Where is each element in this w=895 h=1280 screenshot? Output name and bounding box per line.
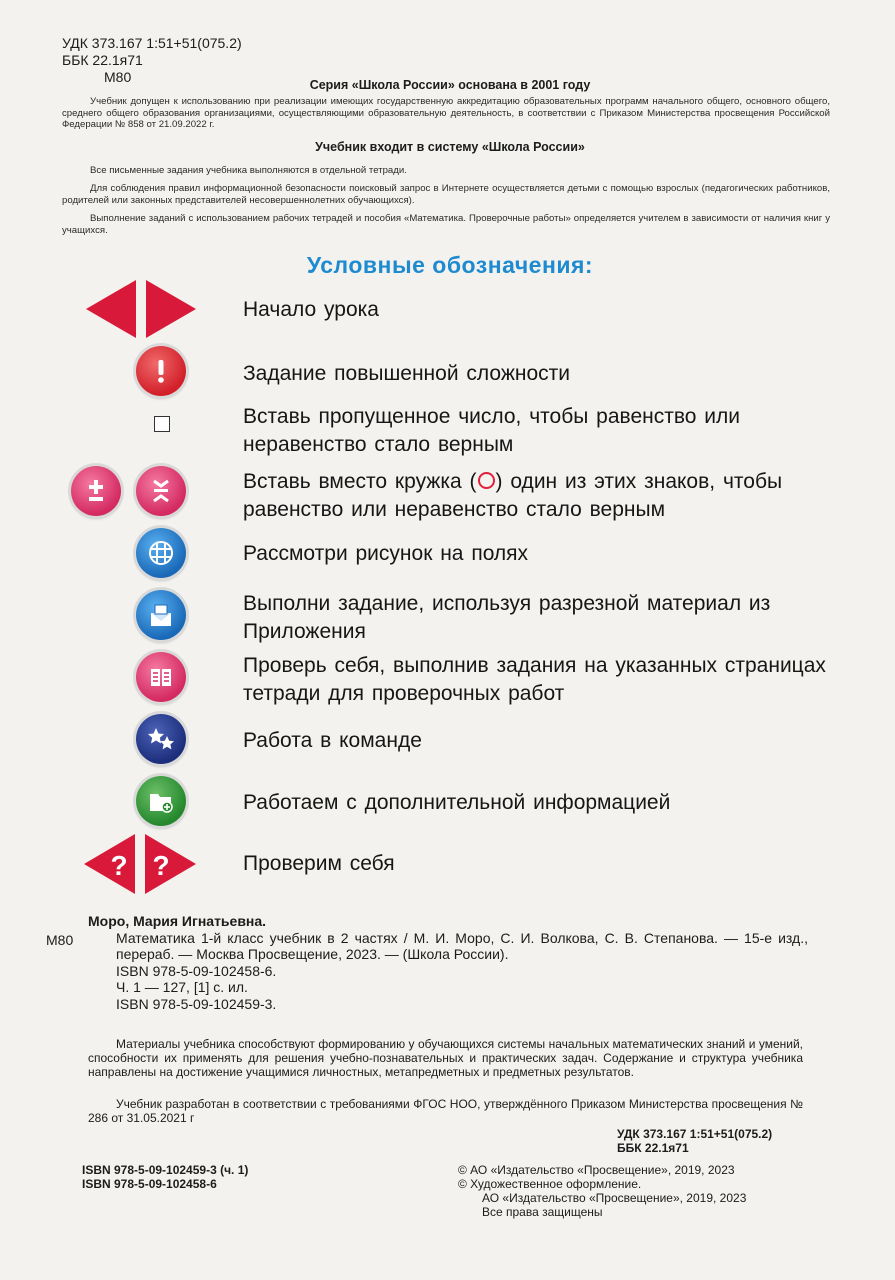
approval-text: Учебник допущен к использованию при реализации имеющих государственную аккредитацию образовательных программ начального общего, основного общего, среднего общего образования организациями, осуществляющими образовательную деятельность, в соответствии с Приказом Министерства просвещения Российской Федерации № 858 от 21.09.2022 г. [62,96,830,131]
folder-plus-icon [136,776,186,826]
legend-text-teamwork: Работа в команде [243,729,422,752]
svg-text:?: ? [110,850,128,881]
bbk-code: ББК 22.1я71 [62,52,143,68]
legend-text-extra-info: Работаем с дополнительной информацией [243,791,671,814]
empty-square-icon [154,416,170,432]
legend-text-lesson-start: Начало урока [243,298,379,321]
copyright-line2: © Художественное оформление. [458,1177,642,1191]
udk-bottom [617,1127,772,1155]
legend-title: Условные обозначения: [306,252,594,278]
isbn-bottom-line1: ISBN 978-5-09-102459-3 (ч. 1) [82,1163,249,1177]
red-diamond-arrows-icon [86,280,196,343]
compare-signs-icon [136,466,186,516]
copyright-line4: Все права защищены [482,1205,603,1219]
legend-text-check-yourself: Проверим себя [243,852,395,875]
bib-description: Математика 1-й класс учебник в 2 частях / М. И. Моро, С. И. Волкова, С. В. Степанова. — 15-е изд., перераб. — Москва Просвещение, 2023. — (Школа России). [116,929,808,962]
legend-text-insert-sign [243,468,833,524]
udk-code: УДК 373.167 1:51+51(075.2) [62,35,242,51]
red-circle-icon [478,472,495,489]
copyright-block [458,1163,746,1219]
envelope-icon [136,590,186,640]
udk-bottom-line1: УДК 373.167 1:51+51(075.2) [617,1127,773,1141]
legend-text-margin-picture: Рассмотри рисунок на полях [243,542,529,565]
system-title: Учебник входит в систему «Школа России» [315,140,585,154]
note-2: Для соблюдения правил информационной безопасности поисковый запрос в Интернете осуществляется детьми с помощью взрослых (педагогических работников, родителей или законных представителей несовершеннолетних обучающихся). [62,183,830,206]
standard-note: Учебник разработан в соответствии с требованиями ФГОС НОО, утверждённого Приказом Министерства просвещения № 286 от 31.05.2021 г [88,1097,803,1125]
copyright-line3: АО «Издательство «Просвещение», 2019, 2023 [482,1191,747,1205]
stars-icon [136,714,186,764]
insert-sign-text-before: Вставь вместо кружка ( [243,470,477,493]
series-title: Серия «Школа России» основана в 2001 году [309,78,591,92]
legend-text-missing-number: Вставь пропущенное число, чтобы равенство или неравенство стало верным [243,405,740,456]
isbn-bottom-line2: ISBN 978-5-09-102458-6 [82,1177,217,1191]
legend-text-hard-task: Задание повышенной сложности [243,362,571,385]
udk-bottom-line2: ББК 22.1я71 [617,1141,689,1155]
note-1: Все письменные задания учебника выполняются в отдельной тетради. [90,165,407,176]
author-mark: М80 [104,69,132,85]
plus-minus-icon [71,466,121,516]
bib-code: М80 [46,932,74,948]
note-3: Выполнение заданий с использованием рабочих тетрадей и пособия «Математика. Проверочные работы» определяется учителем в зависимости от наличия книг у учащихся. [62,213,830,236]
svg-text:?: ? [152,850,170,881]
bib-isbn-1: ISBN 978-5-09-102458-6. [116,962,277,979]
bib-pages: Ч. 1 — 127, [1] с. ил. [116,979,248,995]
grid-icon [136,528,186,578]
book-icon [136,652,186,702]
question-diamond-icon [84,834,196,899]
copyright-line1: © АО «Издательство «Просвещение», 2019, 2023 [458,1163,735,1177]
insert-sign-text-after: ) один из этих знаков, чтобы равенство или неравенство стало верным [243,470,783,521]
legend-text-cut-material: Выполни задание, используя разрезной материал из Приложения [243,592,771,643]
bib-author: Моро, Мария Игнатьевна. [88,913,267,929]
legend-text-self-check-workbook: Проверь себя, выполнив задания на указанных страницах тетради для проверочных работ [243,654,826,705]
bib-isbn-2: ISBN 978-5-09-102459-3. [116,995,277,1012]
isbn-bottom [82,1163,248,1191]
annotation: Материалы учебника способствуют формированию у обучающихся системы начальных математических знаний и умений, способности их применять для решения учебно-познавательных и практических задач. Содержание и структура учебника направлены на достижение учащимися личностных, метапредметных и предметных результатов. [88,1037,803,1079]
exclamation-icon [136,346,186,396]
bibliographic-record [46,913,808,1012]
